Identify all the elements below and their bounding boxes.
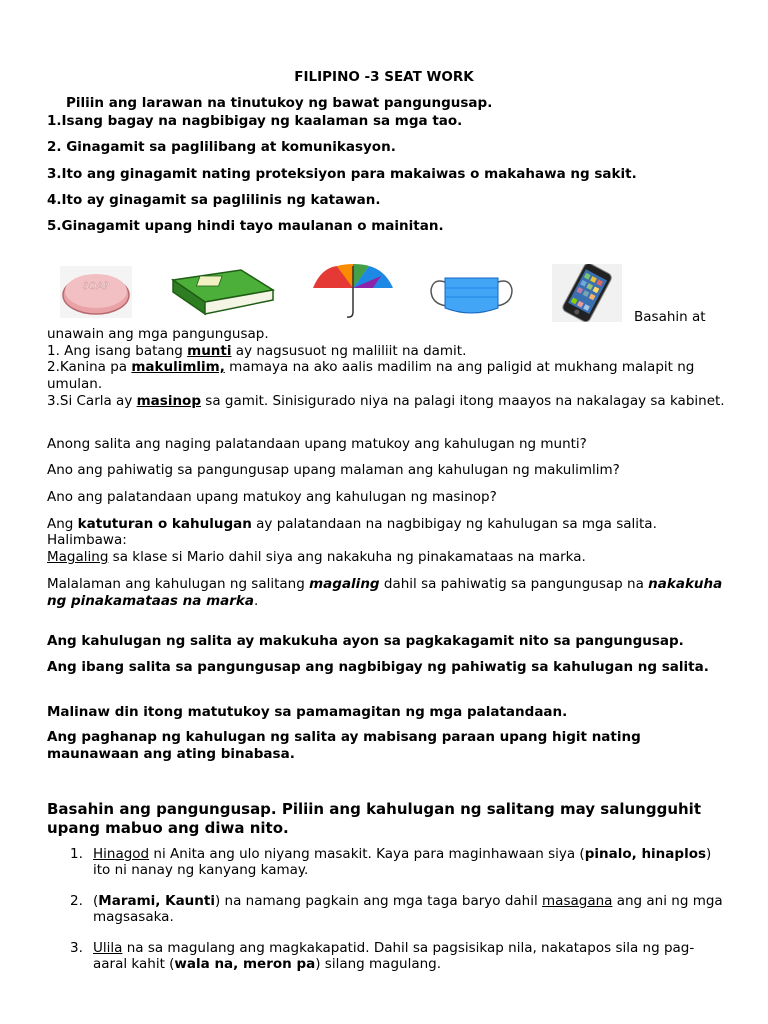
note-2: Ang ibang salita sa pangungusap ang nagbibigay ng pahiwatig sa kahulugan ng salita. — [47, 659, 709, 675]
example-sentence: Magaling sa klase si Mario dahil siya ang nakakuha ng pinakamataas na marka. — [47, 549, 586, 565]
note-3: Malinaw din itong matutukoy sa pamamagitan ng mga palatandaan. — [47, 704, 568, 720]
item-2: 2. Ginagamit sa paglilibang at komunikasyon. — [47, 139, 396, 155]
smartphone-icon — [552, 264, 622, 322]
keyword-masinop: masinop — [136, 393, 201, 409]
worksheet-title: FILIPINO -3 SEAT WORK — [294, 69, 474, 85]
book-icon — [171, 268, 275, 318]
sentence-1: 1. Ang isang batang munti ay nagsusuot ng maliliit na damit. — [47, 343, 467, 359]
keyword-munti: munti — [187, 343, 232, 359]
exercise-item-2: 2. (Marami, Kaunti) na namang pagkain ang mga taga baryo dahil masagana ang ani ng mga magsasaka. — [70, 893, 723, 925]
question-1: Anong salita ang naging palatandaan upang matukoy ang kahulugan ng munti? — [47, 436, 587, 452]
soap-icon — [60, 266, 132, 318]
note-4: Ang paghanap ng kahulugan ng salita ay mabisang paraan upang higit nating maunawaan ang ating binabasa. — [47, 729, 641, 762]
unawain-text: unawain ang mga pangungusap. — [47, 326, 269, 342]
instruction-2: Basahin ang pangungusap. Piliin ang kahulugan ng salitang may salungguhit upang mabuo ang diwa nito. — [47, 800, 701, 837]
exercise-item-1: 1. Hinagod ni Anita ang ulo niyang masakit. Kaya para maginhawaan siya (pinalo, hinaplos) ito ni nanay ng kanyang kamay. — [70, 846, 712, 878]
note-1: Ang kahulugan ng salita ay makukuha ayon sa pagkakagamit nito sa pangungusap. — [47, 633, 684, 649]
item-3: 3.Ito ang ginagamit nating proteksiyon para makaiwas o makahawa ng sakit. — [47, 166, 637, 182]
sentence-3: 3.Si Carla ay masinop sa gamit. Sinisigurado niya na palagi itong maayos na nakalagay sa kabinet. — [47, 393, 725, 409]
keyword-makulimlim: makulimlim, — [131, 359, 225, 375]
sentence-2: 2.Kanina pa makulimlim, mamaya na ako aalis madilim na ang paligid at mukhang malapit ng umulan. — [47, 359, 695, 392]
item-4: 4.Ito ay ginagamit sa paglilinis ng katawan. — [47, 192, 381, 208]
basahin-text: Basahin at — [634, 309, 706, 325]
face-mask-icon — [429, 268, 514, 318]
question-3: Ano ang palatandaan upang matukoy ang kahulugan ng masinop? — [47, 489, 497, 505]
halimbawa-label: Halimbawa: — [47, 532, 127, 548]
question-2: Ano ang pahiwatig sa pangungusap upang malaman ang kahulugan ng makulimlim? — [47, 462, 620, 478]
instruction-1: Piliin ang larawan na tinutukoy ng bawat pangungusap. — [66, 95, 493, 111]
item-5: 5.Ginagamit upang hindi tayo maulanan o mainitan. — [47, 218, 444, 234]
umbrella-icon — [311, 264, 395, 320]
explanation: Malalaman ang kahulugan ng salitang magaling dahil sa pahiwatig sa pangungusap na nakakuha ng pinakamataas na marka. — [47, 576, 723, 609]
exercise-item-3: 3. Ulila na sa magulang ang magkakapatid. Dahil sa pagsisikap nila, nakatapos sila ng pag-aaral kahit (wala na, meron pa) silang magulang. — [70, 940, 695, 972]
definition: Ang katuturan o kahulugan ay palatandaan na nagbibigay ng kahulugan sa mga salita. — [47, 516, 657, 532]
svg-text:SOAP: SOAP — [82, 281, 110, 292]
item-1: 1.Isang bagay na nagbibigay ng kaalaman sa mga tao. — [47, 113, 463, 129]
